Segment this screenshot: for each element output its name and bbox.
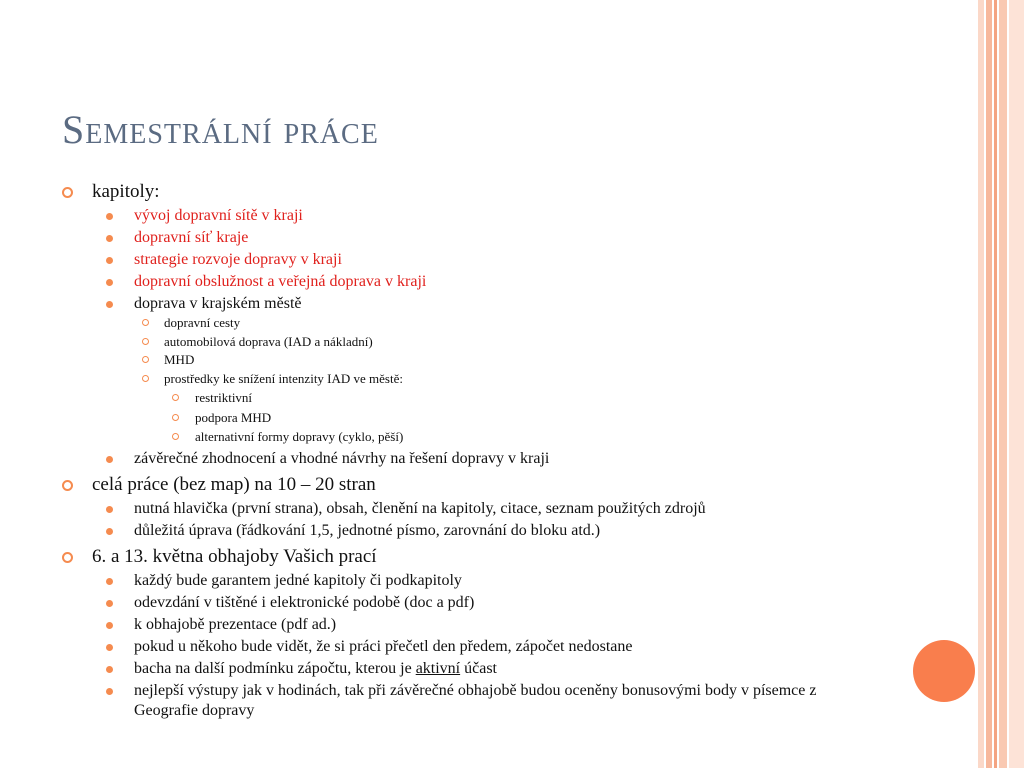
sub-list-item: prostředky ke snížení intenzity IAD ve městě: <box>62 370 882 389</box>
ring-bullet-icon <box>62 480 73 491</box>
list-item: nejlepší výstupy jak v hodinách, tak při závěrečné obhajobě budou oceněny bonusovými body v písemce z Geografie dopravy <box>62 681 882 721</box>
ring-bullet-icon <box>142 319 149 326</box>
list-item: pokud u někoho bude vidět, že si práci přečetl den předem, zápočet nedostane <box>62 637 882 657</box>
section-heading: 6. a 13. května obhajoby Vašich prací <box>62 545 882 569</box>
section-heading: kapitoly: <box>62 180 882 204</box>
dot-bullet-icon <box>106 688 113 695</box>
decorative-stripes <box>978 0 1024 768</box>
circle-bullet-icon <box>172 414 179 421</box>
slide-title: Semestrální práce <box>62 107 379 152</box>
ring-bullet-icon <box>62 187 73 198</box>
list-item: závěrečné zhodnocení a vhodné návrhy na řešení dopravy v kraji <box>62 449 882 469</box>
dot-bullet-icon <box>106 600 113 607</box>
list-item: k obhajobě prezentace (pdf ad.) <box>62 615 882 635</box>
list-item: odevzdání v tištěné i elektronické podobě (doc a pdf) <box>62 593 882 613</box>
ring-bullet-icon <box>142 375 149 382</box>
list-item: doprava v krajském městě <box>62 294 882 314</box>
underlined-word: aktivní <box>415 659 461 677</box>
sub-list-item: dopravní cesty <box>62 314 882 333</box>
dot-bullet-icon <box>106 213 113 220</box>
circle-bullet-icon <box>172 433 179 440</box>
dot-bullet-icon <box>106 644 113 651</box>
section-heading: celá práce (bez map) na 10 – 20 stran <box>62 473 882 497</box>
dot-bullet-icon <box>106 506 113 513</box>
list-item: důležitá úprava (řádkování 1,5, jednotné písmo, zarovnání do bloku atd.) <box>62 521 882 541</box>
sub-sub-list-item: podpora MHD <box>62 408 882 428</box>
dot-bullet-icon <box>106 456 113 463</box>
list-item: dopravní síť kraje <box>62 228 882 248</box>
dot-bullet-icon <box>106 257 113 264</box>
circle-bullet-icon <box>172 394 179 401</box>
sub-list-item: automobilová doprava (IAD a nákladní) <box>62 333 882 352</box>
list-item: bacha na další podmínku zápočtu, kterou je aktivní účast <box>62 659 882 679</box>
ring-bullet-icon <box>62 552 73 563</box>
list-item: strategie rozvoje dopravy v kraji <box>62 250 882 270</box>
dot-bullet-icon <box>106 235 113 242</box>
dot-bullet-icon <box>106 301 113 308</box>
dot-bullet-icon <box>106 666 113 673</box>
slide-content <box>62 180 882 721</box>
list-item: nutná hlavička (první strana), obsah, členění na kapitoly, citace, seznam použitých zdrojů <box>62 499 882 519</box>
dot-bullet-icon <box>106 578 113 585</box>
decorative-circle <box>913 640 975 702</box>
list-item: každý bude garantem jedné kapitoly či podkapitoly <box>62 571 882 591</box>
sub-list-item: MHD <box>62 351 882 370</box>
list-item: dopravní obslužnost a veřejná doprava v kraji <box>62 272 882 292</box>
list-item: vývoj dopravní sítě v kraji <box>62 206 882 226</box>
dot-bullet-icon <box>106 279 113 286</box>
ring-bullet-icon <box>142 356 149 363</box>
sub-sub-list-item: alternativní formy dopravy (cyklo, pěší) <box>62 427 882 447</box>
dot-bullet-icon <box>106 622 113 629</box>
ring-bullet-icon <box>142 338 149 345</box>
sub-sub-list-item: restriktivní <box>62 388 882 408</box>
dot-bullet-icon <box>106 528 113 535</box>
